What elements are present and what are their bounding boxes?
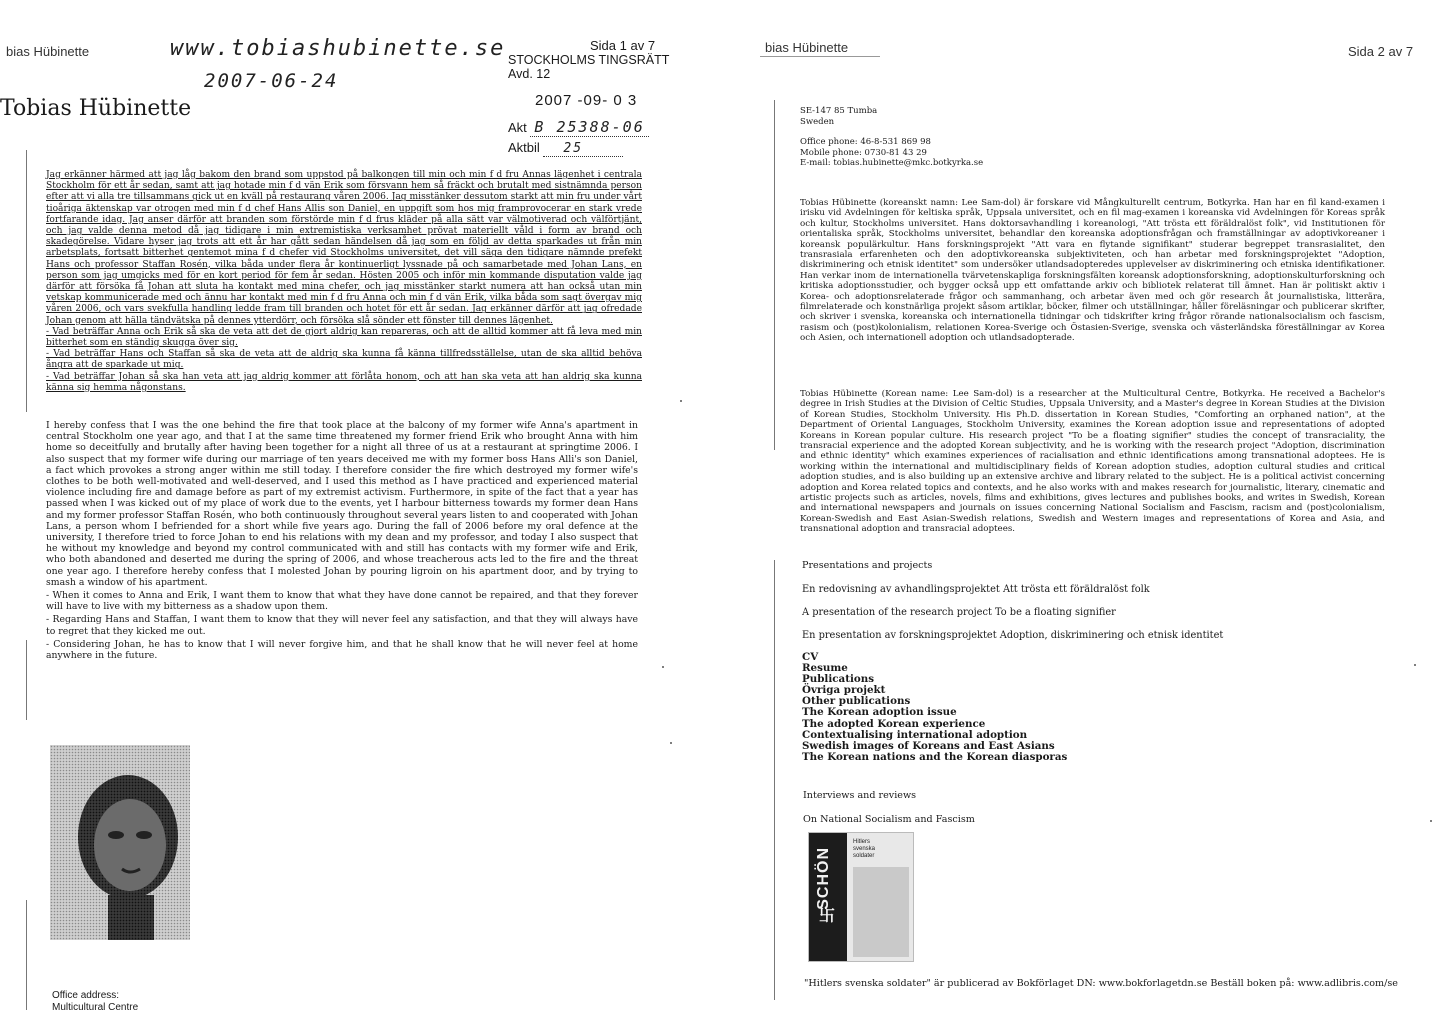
margin-rule xyxy=(774,100,775,450)
scan-speck xyxy=(680,400,682,402)
contact-line: E-mail: tobias.hubinette@mkc.botkyrka.se xyxy=(800,158,984,168)
english-bullet: - When it comes to Anna and Erik, I want them to know that what they have done cannot be repaired, and that they forever will have to live with my bitterness as a shadow upon them. xyxy=(46,590,638,613)
book-title-line: soldater xyxy=(853,853,875,859)
link-adopted-korean-experience[interactable]: The adopted Korean experience xyxy=(802,717,986,730)
margin-rule xyxy=(774,560,775,1000)
english-bullet: - Regarding Hans and Staffan, I want them to know that they will never feel any satisfaction, and that they will always have to regret that they kicked me out. xyxy=(46,614,638,637)
link-resume[interactable]: Resume xyxy=(802,662,848,675)
english-bullet: - Considering Johan, he has to know that I will never forgive him, and that he shall know that he will never feel at home anywhere in the future. xyxy=(46,638,638,662)
link-other-publications[interactable]: Other publications xyxy=(802,695,911,708)
scan-speck xyxy=(662,666,664,668)
book-spine-text: SCHÖN xyxy=(815,847,832,910)
swedish-confession xyxy=(46,170,642,394)
swedish-confession-text: Jag erkänner härmed att jag låg bakom den brand som uppstod på balkongen till min och min f d fru Annas lägenhet i centrala Stockholm för ett år sedan, samt att jag hotade min f d vän Erik som försvann hem så fräckt och brutalt med sistnämnda person efter att vi alla tre tillsammans gick ut en kväll på restaurang våren 2006. Jag misstänker dessutom starkt att min fru under vårt tioåriga äktenskap var otrogen med min f d chef Hans Allis son Daniel, en uppgift som hos mig framprovocerar en stark vrede fortfarande idag. Jag anser därför att branden som förstörde min f d frus kläder på alla sätt var välmotiverad och välförtjänt, och jag valde denna metod då jag tidigare i min extremistiska verksamhet prövat materiellt våld i form av brand och skadegörelse. Vidare hyser jag trots att ett år har gått sedan händelsen då jag som en följd av detta sparkades ut från min arbetsplats, fortsatt bitterhet gentemot mina f d chefer vid Stockholms universitet, det vill säga den tidigare nämnde prefekt Hans och professor Staffan Rosén, vilka båda under flera år kontinuerligt lyssnade på och samarbetade med Johan Lans, en person som jag umgicks med för en kort period för fem år sedan. Hösten 2005 och inför min kommande disputation valde jag därför att försöka få Johan att sluta ha kontakt med mina chefer, och jag misstänker starkt numera att han också utan min vetskap kommunicerade med och ännu har kontakt med min f d fru Anna och min f d vän Erik, vilka båda som sagt övergav mig våren 2006, och vars svekfulla handling ledde fram till branden och hotet för ett år sedan. Jag erkänner därför att jag ofredade Johan genom att hälla tändvätska på dennes ytterdörr, och försöka slå sönder ett fönster till dennes lägenhet. xyxy=(46,170,642,326)
links-list xyxy=(802,652,1067,763)
book-title-line: svenska xyxy=(853,846,876,852)
office-value: Multicultural Centre xyxy=(52,1002,139,1013)
court-name: STOCKHOLMS TINGSRÄTT xyxy=(508,53,670,67)
link-ovriga-projekt[interactable]: Övriga projekt xyxy=(802,684,886,697)
court-stamp xyxy=(508,53,669,81)
scanned-page-2 xyxy=(760,0,1456,1028)
page-number: Sida 1 av 7 xyxy=(590,38,656,53)
swedish-bullet: - Vad beträffar Anna och Erik så ska de veta att det de gjort aldrig kan repareras, och att de alltid kommer att få leva med min bitterhet som en ständig skugga över sig. xyxy=(46,326,642,349)
page-header-name: bias Hübinette xyxy=(6,44,90,59)
portrait-photo xyxy=(50,745,190,940)
aktbil-value: 25 xyxy=(543,141,623,157)
presentation-link[interactable]: A presentation of the research project To be a floating signifier xyxy=(802,607,1116,618)
bio-swedish: Tobias Hübinette (koreanskt namn: Lee Sam-dol) är forskare vid Mångkulturellt centrum, Botkyrka. Han har en fil kand-examen i irisku vid Avdelningen för keltiska språk, Uppsala universitet, och en fil mag-examen i koreanska vid Avdelningen för Koreas språk och kultur, Stockholms universitet. Hans doktorsavhandling i koreanologi, "Att trösta ett föräldralöst folk", vid Institutionen för orientaliska språk, Stockholms universitet, behandlar den koreanska adoptionsfrågan och framställningar av adoptivkoreaner i koreansk populärkultur. Hans forskningsprojekt "Att vara en flytande signifikant" studerar begreppet transrasialitet, den transrasiala erfarenheten och den adoptivkoreanska subjektiviteten, och han arbetar med forskningsprojektet "Adoption, diskriminering och etnisk identitet" som undersöker utlandsadopteredes upplevelser av diskriminering och etniska identifikationer. Han verkar inom de internationella tvärvetenskapliga forskningsfälten koreansk adoptionsforskning, adoptionskulturforskning och kritiska adoptionsstudier, och bygger också upp ett omfattande arkiv och bibliotek relaterat till ämnet. Han är politiskt aktiv i Korea- och adoptionsrelaterade frågor och sammanhang, och arbetar även med och gör research åt journalistiska, litterära, filmrelaterade och konstnärliga projekt såsom artiklar, böcker, filmer och utställningar, håller föreläsningar och publicerar skrifter, och skriver i svenska, koreanska och internationella tidningar och tidskrifter kring frågor rörande nationalsocialism och fascism, rasism och (post)kolonialism, relationen Korea-Sverige och Östasien-Sverige, svenska och västerländska föreställningar av Korea och Asien, och internationell adoption och utlandsadopterade. xyxy=(800,198,1385,344)
book-title-line: Hitlers xyxy=(853,839,871,845)
office-address xyxy=(52,990,138,1014)
presentation-link[interactable]: En redovisning av avhandlingsprojektet Att trösta ett föräldralöst folk xyxy=(802,584,1150,595)
presentation-link[interactable]: En presentation av forskningsprojektet Adoption, diskriminering och etnisk identitet xyxy=(802,630,1224,641)
swedish-bullet: - Vad beträffar Hans och Staffan så ska de veta att de aldrig ska kunna få känna tillfredsställelse, utan de ska alltid behöva ångra att de sparkade ut mig. xyxy=(46,349,642,371)
page-header-name: bias Hübinette xyxy=(765,40,849,55)
bio-english: Tobias Hübinette (Korean name: Lee Sam-dol) is a researcher at the Multicultural Centre, Botkyrka. He received a Bachelor's degree in Irish Studies at the Division of Celtic Studies, Uppsala University, and a Master's degree in Korean Studies at the Division of Korean Studies, Stockholm University. His Ph.D. dissertation in Korean Studies, "Comforting an orphaned nation", at the Department of Oriental Languages, Stockholm University, examines the Korean adoption issue and representations of adopted Koreans in Korean popular culture. His research project "To be a floating signifier" studies the concept of transraciality, the transracial experience and the adopted Korean subjectivity, and he is working with the research project "Adoption, discrimination and ethnic identity" which examines experiences of racialisation and ethnic identifications among transnational adoptees. He is working within the international and multidisciplinary fields of Korean adoption studies, adoption cultural studies and critical adoption studies, and is also building up an extensive archive and library related to the subject. He is a political activist concerning adoption and Korea related topics and contexts, and he also works with and makes research for journalistic, literary, cinematic and artistic projects such as articles, novels, films and exhibitions, gives lectures and publishes books, and writes in Swedish, Korean and international newspapers and journals on issues concerning National Socialism and Fascism, racism and (post)colonialism, Korean-Swedish and East Asian-Swedish relations, Swedish and Western images and representations of Korea and Asia, and transnational adoption and transracial adoptees. xyxy=(800,389,1385,535)
page-number: Sida 2 av 7 xyxy=(1348,44,1414,59)
swedish-bullet: - Vad beträffar Johan så ska han veta att jag aldrig kommer att förlåta honom, och att han ska veta att han aldrig ska kunna känna sig hemma någonstans. xyxy=(46,371,642,393)
office-label: Office address: xyxy=(52,990,120,1001)
presentations-list xyxy=(802,584,1223,642)
margin-rule xyxy=(26,150,27,412)
scan-speck xyxy=(670,742,672,744)
scanned-page-1 xyxy=(0,0,690,1028)
presentations-heading: Presentations and projects xyxy=(802,560,933,571)
english-confession xyxy=(46,420,638,663)
link-publications[interactable]: Publications xyxy=(802,673,875,686)
akt-value: B 25388-06 xyxy=(530,118,648,137)
scan-speck xyxy=(1430,820,1432,822)
book-cover-art xyxy=(853,867,909,957)
handwritten-url: www.tobiashubinette.se xyxy=(170,36,506,61)
contact-line: Mobile phone: 0730-81 43 29 xyxy=(800,147,927,158)
akt-row xyxy=(508,118,649,136)
margin-rule xyxy=(26,900,27,1010)
aktbil-label: Aktbil xyxy=(508,140,540,155)
link-contextualising-adoption[interactable]: Contextualising international adoption xyxy=(802,728,1028,741)
link-swedish-images[interactable]: Swedish images of Koreans and East Asians xyxy=(802,739,1055,752)
page-gap xyxy=(690,0,760,1028)
interviews-link[interactable]: Interviews and reviews xyxy=(803,790,917,801)
akt-label: Akt xyxy=(508,120,527,135)
link-cv[interactable]: CV xyxy=(802,651,819,663)
aktbil-row xyxy=(508,140,623,156)
book-caption: "Hitlers svenska soldater" är publicerad av Bokförlaget DN: www.bokforlagetdn.se Beställ boken på: www.adlibris.com/se xyxy=(804,978,1398,989)
link-korean-adoption-issue[interactable]: The Korean adoption issue xyxy=(802,706,957,719)
book-cover-image[interactable] xyxy=(808,832,914,962)
link-korean-nations[interactable]: The Korean nations and the Korean diasporas xyxy=(802,750,1068,763)
margin-rule xyxy=(26,640,27,720)
court-dept: Avd. 12 xyxy=(508,67,551,81)
contact-line: Office phone: 46-8-531 869 98 xyxy=(800,137,931,147)
document-title: Tobias Hübinette xyxy=(0,96,192,121)
swastika-icon: 卐 xyxy=(819,908,836,925)
nat-soc-link[interactable]: On National Socialism and Fascism xyxy=(803,814,975,825)
address-line: SE-147 85 Tumba xyxy=(800,106,878,116)
english-confession-text: I hereby confess that I was the one behind the fire that took place at the balcony of my former wife Anna's apartment in central Stockholm one year ago, and that I at the same time threatened my former friend Erik who brought Anna with him home so deceitfully and brutally after having been together for a night all three of us at a restaurant at springtime 2006. I also suspect that my former wife during our marriage of ten years deceived me with my former boss Hans Alli's son Daniel, a fact which provokes a strong anger within me still today. I therefore consider the fire which destroyed my former wife's clothes to be both well-motivated and well-deserved, and I used this method as I have practiced and experienced material violence including fire and damage before as part of my extremist activism. Furthermore, in spite of the fact that a year has passed when I was kicked out of my place of work due to the events, yet I harbour bitterness towards my former dean Hans and my former professor Staffan Rosén, who both continuously throughout several years listen to and cooperated with Johan Lans, a person whom I befriended for a short while five years ago. During the fall of 2006 before my oral defence at the university, I therefore tried to force Johan to end his relations with my dean and my professor, and today I also suspect that he without my knowledge and beyond my control communicated with and still has contacts with my former wife and Erik, who both abandoned and deserted me during the spring of 2006, and whose treacherous acts led to the fire and the threat one year ago. I therefore hereby confess that I molested Johan by pouring ligroin on his apartment door, and by trying to smash a window of his apartment. xyxy=(46,420,638,588)
book-title xyxy=(853,839,875,860)
header-rule xyxy=(760,56,880,57)
handwritten-date: 2007-06-24 xyxy=(204,70,339,92)
scan-speck xyxy=(1414,664,1416,666)
address-block xyxy=(800,106,983,169)
stamp-date: 2007 -09- 0 3 xyxy=(535,92,638,109)
address-line: Sweden xyxy=(800,116,835,127)
